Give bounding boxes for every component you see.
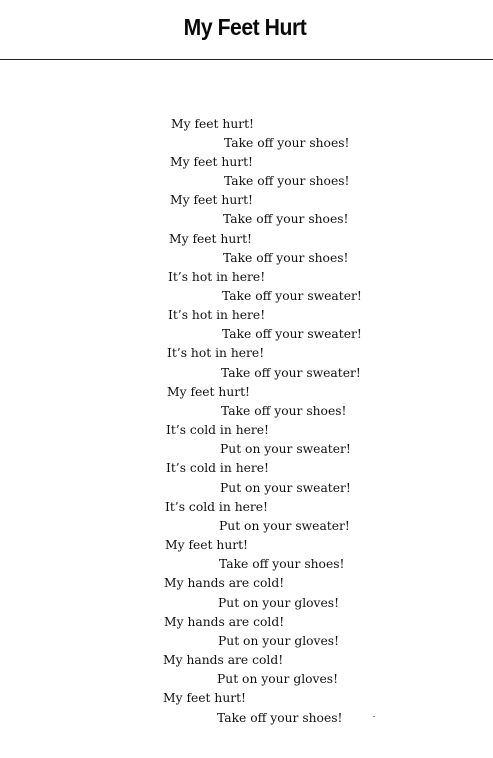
poem-line: My hands are cold! <box>163 653 284 667</box>
poem-line: It’s cold in here! <box>166 423 269 437</box>
poem-line: My hands are cold! <box>164 615 285 629</box>
poem-line: My feet hurt! <box>167 385 251 399</box>
poem-line: My hands are cold! <box>164 576 285 590</box>
poem-line: Take off your shoes! <box>224 174 350 188</box>
poem-line: Put on your sweater! <box>220 442 351 456</box>
poem-line: Take off your shoes! <box>217 711 343 725</box>
poem-line: Put on your gloves! <box>218 596 340 610</box>
poem-line: Take off your shoes! <box>223 212 349 226</box>
poem-line: Take off your shoes! <box>224 136 350 150</box>
poem-line: My feet hurt! <box>169 232 253 246</box>
poem-line: Take off your shoes! <box>223 251 349 265</box>
poem-line: My feet hurt! <box>165 538 249 552</box>
poem-line: It’s cold in here! <box>165 500 268 514</box>
poem-line: My feet hurt! <box>163 691 247 705</box>
poem-line: My feet hurt! <box>171 117 255 131</box>
poem-line: Take off your shoes! <box>221 404 347 418</box>
page-title: My Feet Hurt <box>183 14 307 40</box>
scan-speck <box>373 716 375 717</box>
poem-line: Take off your sweater! <box>221 366 361 380</box>
poem-line: It’s hot in here! <box>168 308 266 322</box>
poem-line: My feet hurt! <box>170 193 254 207</box>
poem-line: It’s cold in here! <box>166 461 269 475</box>
poem-line: Take off your shoes! <box>219 557 345 571</box>
poem-line: Put on your sweater! <box>219 519 350 533</box>
poem-line: Put on your gloves! <box>218 634 340 648</box>
poem-line: My feet hurt! <box>170 155 254 169</box>
poem-line: It’s hot in here! <box>168 270 266 284</box>
poem-line: Put on your gloves! <box>217 672 339 686</box>
poem-line: Take off your sweater! <box>222 327 362 341</box>
poem-line: Put on your sweater! <box>220 481 351 495</box>
poem-line: Take off your sweater! <box>222 289 362 303</box>
poem-line: It’s hot in here! <box>167 346 265 360</box>
